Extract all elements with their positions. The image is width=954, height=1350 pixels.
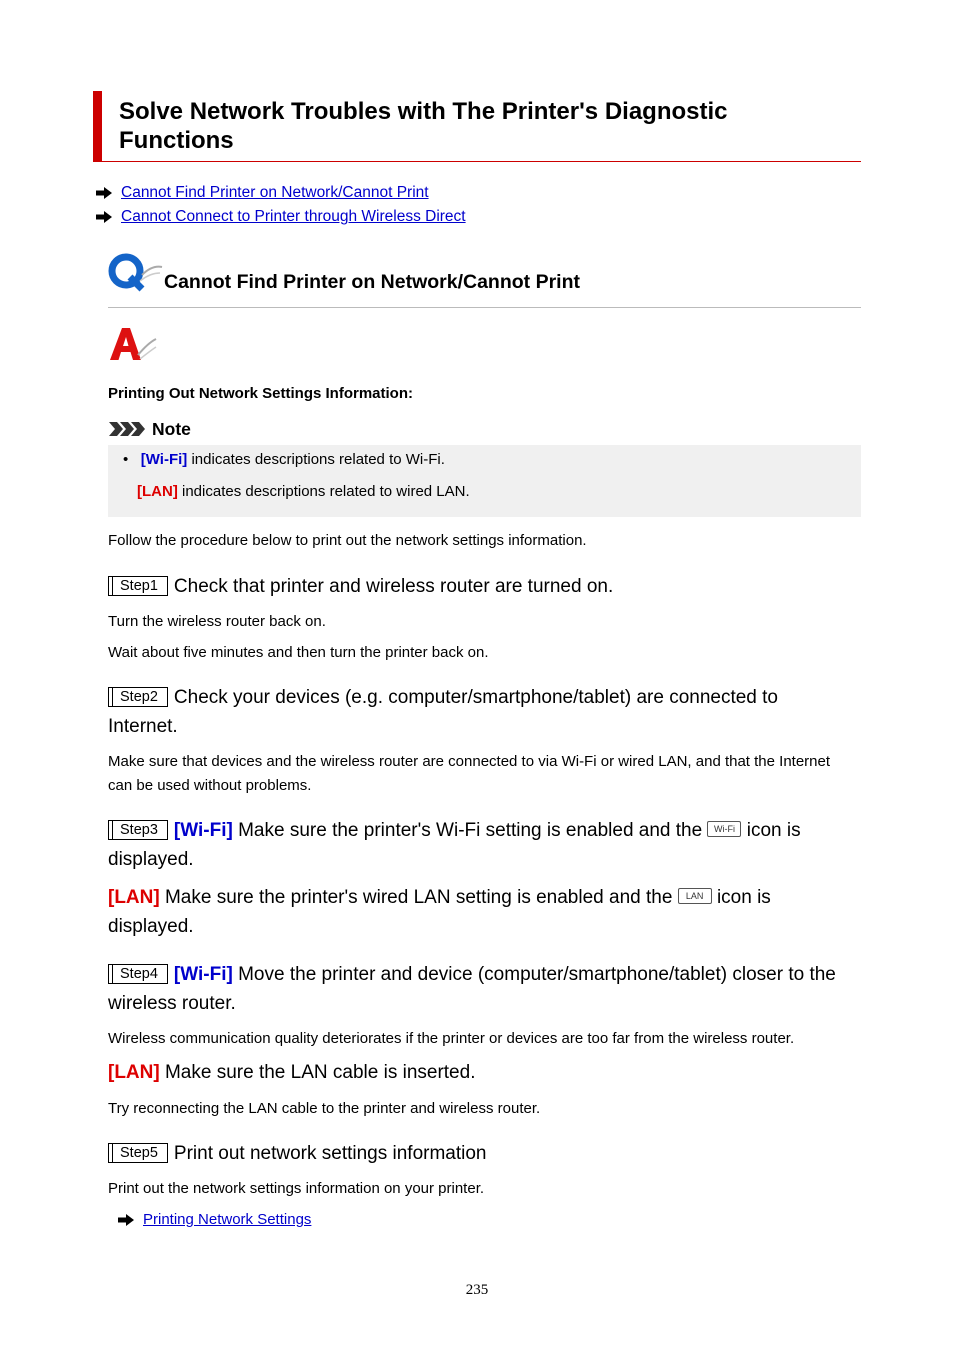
step3-lan-text-b: icon is displayed. [108, 887, 771, 937]
step4-lan-heading [108, 1058, 475, 1087]
wifi-status-icon: Wi-Fi [707, 821, 741, 837]
step2-heading [108, 683, 828, 741]
arrow-right-icon [117, 1213, 135, 1227]
step3-lan-heading [108, 883, 808, 941]
step4-tag: Step4 [108, 964, 168, 984]
question-divider [108, 307, 861, 308]
intro-text: Follow the procedure below to print out the network settings information. [108, 532, 587, 549]
question-heading: Cannot Find Printer on Network/Cannot Print [164, 271, 580, 293]
note-line-lan [137, 483, 470, 500]
step1-body2: Wait about five minutes and then turn the printer back on. [108, 644, 489, 661]
step3-lan-tag: [LAN] [108, 887, 160, 908]
title-accent-bar [93, 91, 102, 162]
answer-subheading: Printing Out Network Settings Information: [108, 385, 413, 402]
note-label: Note [152, 419, 191, 439]
step1-body1: Turn the wireless router back on. [108, 613, 326, 630]
arrow-right-icon [95, 210, 113, 224]
step4-wifi-heading [108, 960, 858, 1018]
note-wifi-text: indicates descriptions related to Wi-Fi. [187, 451, 445, 468]
step4-lan-tag: [LAN] [108, 1062, 160, 1083]
step5-body: Print out the network settings information on your printer. [108, 1180, 485, 1197]
lan-status-icon: LAN [678, 888, 712, 904]
note-box [108, 445, 861, 517]
step3-wifi-text-a: Make sure the printer's Wi-Fi setting is enabled and the [232, 820, 708, 841]
title-underline [93, 161, 861, 162]
step4-body2: Try reconnecting the LAN cable to the printer and wireless router. [108, 1100, 541, 1117]
top-link-row-1 [95, 183, 429, 203]
step3-wifi-tag: [Wi-Fi] [173, 820, 233, 841]
note-line-wifi [123, 451, 445, 468]
link-cannot-find-printer[interactable]: Cannot Find Printer on Network/Cannot Print [121, 184, 429, 201]
arrow-right-icon [95, 186, 113, 200]
step1-text: Check that printer and wireless router are turned on. [173, 576, 614, 597]
page-number: 235 [465, 1282, 489, 1298]
step4-body1: Wireless communication quality deteriorates if the printer or devices are too far from the wireless router. [108, 1030, 795, 1047]
step5-heading [108, 1139, 487, 1168]
step3-tag: Step3 [108, 820, 168, 840]
step2-text: Check your devices (e.g. computer/smartphone/tablet) are connected to Internet. [108, 687, 779, 737]
step1-heading [108, 572, 858, 601]
step3-wifi-heading [108, 816, 828, 874]
step5-text: Print out network settings information [173, 1143, 487, 1164]
step2-tag: Step2 [108, 687, 168, 707]
step5-tag: Step5 [108, 1143, 168, 1163]
link-printing-network-settings[interactable]: Printing Network Settings [143, 1211, 312, 1228]
question-q-icon [108, 251, 164, 293]
step2-body: Make sure that devices and the wireless router are connected to via Wi-Fi or wired LAN, and that the Internet can be used without problems. [108, 753, 831, 794]
step3-wifi-text-b: icon is displayed. [108, 820, 801, 870]
link-cannot-connect-wireless-direct[interactable]: Cannot Connect to Printer through Wireless Direct [121, 208, 466, 225]
top-link-row-2 [95, 207, 466, 227]
step5-link-row [117, 1210, 311, 1230]
step3-lan-text-a: Make sure the printer's wired LAN setting is enabled and the [159, 887, 678, 908]
wifi-tag: [Wi-Fi] [140, 451, 188, 468]
note-chevrons-icon [108, 420, 148, 438]
page-title: Solve Network Troubles with The Printer's Diagnostic Functions [119, 98, 728, 154]
note-bullet: • [123, 451, 129, 468]
step4-lan-text: Make sure the LAN cable is inserted. [159, 1062, 476, 1083]
step4-wifi-text: Move the printer and device (computer/smartphone/tablet) closer to the wireless router. [108, 964, 836, 1014]
step4-wifi-tag: [Wi-Fi] [173, 964, 233, 985]
answer-a-icon [108, 325, 158, 363]
lan-tag: [LAN] [137, 483, 178, 500]
note-lan-text: indicates descriptions related to wired LAN. [177, 483, 470, 500]
step1-tag: Step1 [108, 576, 168, 596]
